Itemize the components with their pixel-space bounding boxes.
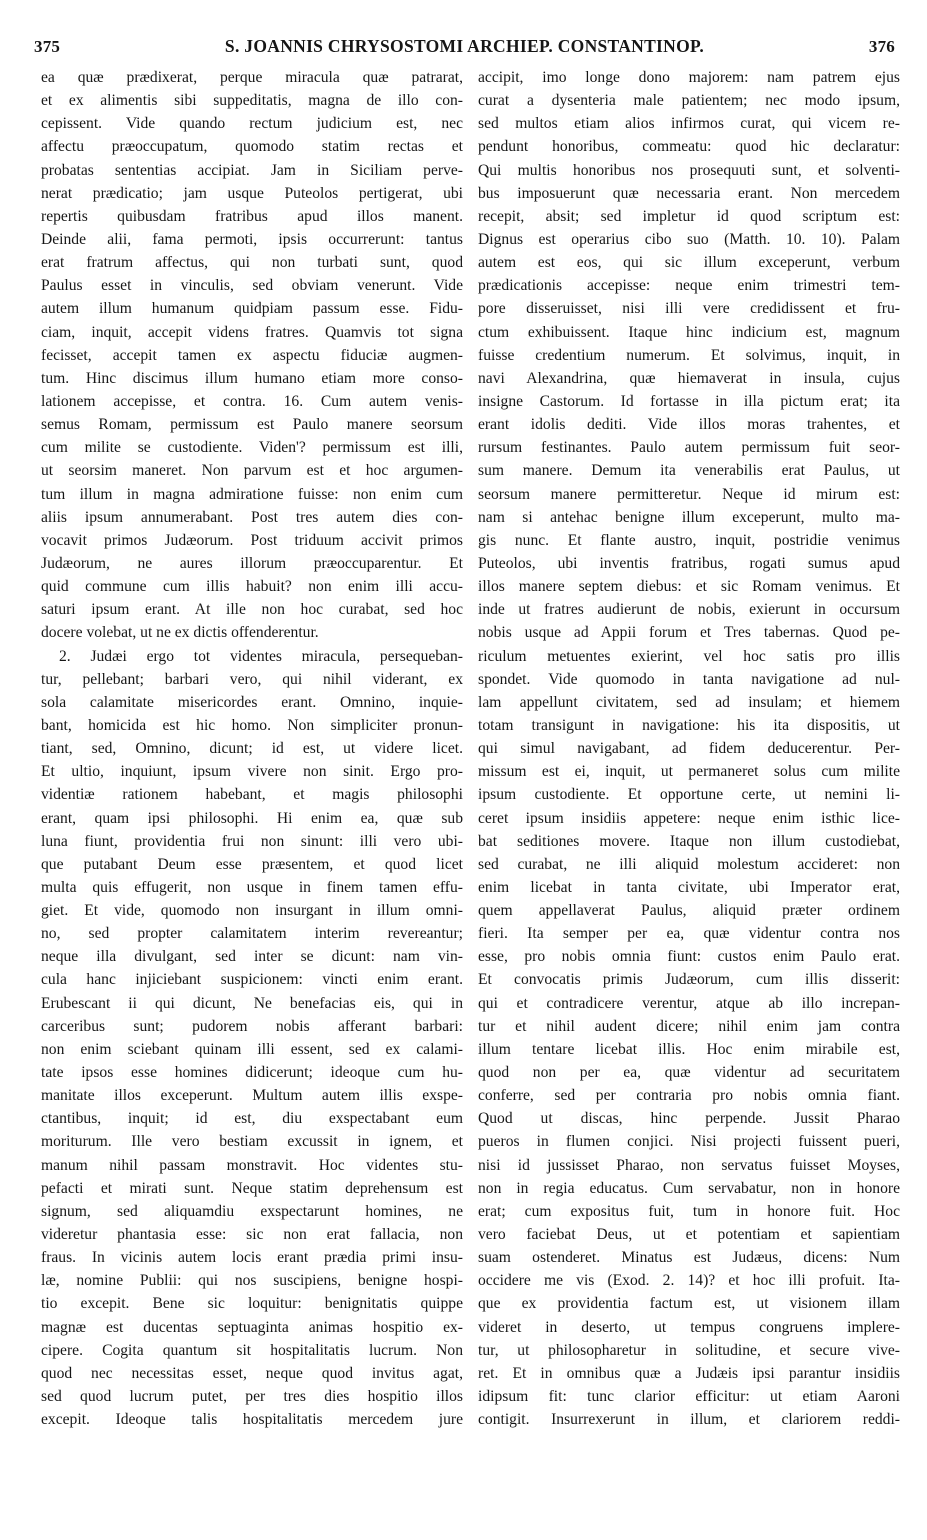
text-line: sum manere. Demum ita venerabilis erat Paulus, ut bbox=[478, 462, 900, 480]
text-line: tiant, sed, Omnino, dicunt; id est, ut videre licet. bbox=[41, 740, 463, 758]
text-line: non enim sciebant quinam illi essent, sed ex calami- bbox=[41, 1040, 463, 1058]
text-line: videretur phantasia esse: sic non erat fallacia, non bbox=[41, 1226, 463, 1244]
text-line: probatas sententias accipiat. Jam in Siciliam perve- bbox=[41, 161, 463, 179]
text-line: navi Alexandrina, quæ hiemaverat in insula, cujus bbox=[478, 369, 900, 387]
text-line: ceret ipsum insidiis appetere: neque enim isthic lice- bbox=[478, 809, 900, 827]
text-line: ctantibus, inquit; id est, diu exspectabant eum bbox=[41, 1110, 463, 1128]
text-line: videret in deserto, ut tempus congruens implere- bbox=[478, 1318, 900, 1336]
text-line: multa quis effugerit, non usque in finem tamen effu- bbox=[41, 878, 463, 896]
text-line: qui simul navigabant, ad fidem deducerentur. Per- bbox=[478, 740, 900, 758]
text-line: nisi id jussisset Pharao, non servatus fuisset Moyses, bbox=[478, 1156, 900, 1174]
right-text-column bbox=[478, 66, 900, 1431]
text-line: seorsum manere permitteretur. Neque id mirum est: bbox=[478, 485, 900, 503]
text-line: enim licebat in tanta civitate, ubi Imperator erat, bbox=[478, 878, 900, 896]
left-text-column bbox=[41, 66, 463, 1431]
text-line: signum, sed aliquamdiu exspectarunt homines, ne bbox=[41, 1202, 463, 1220]
text-line: bant, homicida est hic homo. Non simpliciter pronun- bbox=[41, 716, 463, 734]
text-line: Quod ut discas, hinc perpende. Jussit Pharao bbox=[478, 1110, 900, 1128]
text-line: videntiæ rationem habebant, et magis philosophi bbox=[41, 786, 463, 804]
text-line: riculum metuentes exierint, vel hoc satis pro illis bbox=[478, 647, 900, 665]
text-line: non in regia educatus. Cum servabatur, non in honore bbox=[478, 1179, 900, 1197]
text-line: idipsum fit: tunc clarior efficitur: ut etiam Aaroni bbox=[478, 1388, 900, 1406]
text-line: lam appellunt civitatem, sed ad insulam; et hiemem bbox=[478, 693, 900, 711]
text-line: erant, quam ipsi philosophi. Hi enim ea, quæ sub bbox=[41, 809, 463, 827]
text-line: ipsum custodiente. Et opportune certe, ut nemini li- bbox=[478, 786, 900, 804]
text-line: sed multos etiam alios infirmos curat, qui vicem re- bbox=[478, 115, 900, 133]
text-line: sed quod lucrum putet, per tres dies hospitio illos bbox=[41, 1388, 463, 1406]
text-line: neque illa divulgant, sed inter se dicunt: nam vin- bbox=[41, 948, 463, 966]
text-line: lationem accepisse, et contra. 16. Cum autem venis- bbox=[41, 392, 463, 410]
running-header bbox=[34, 36, 895, 64]
text-line: spondet. Vide quomodo in tanta navigatione ad nul- bbox=[478, 670, 900, 688]
text-line: que ex providentia factum est, ut visionem illam bbox=[478, 1295, 900, 1313]
text-line: fuisse credentium numerum. Et solvimus, inquit, in bbox=[478, 346, 900, 364]
text-line: contigit. Insurrexerunt in illum, et clariorem reddi- bbox=[478, 1411, 900, 1429]
text-line: inde ut fratres audierunt de nobis, exierunt in occursum bbox=[478, 601, 900, 619]
text-line: bat seditiones movere. Itaque non illum custodiebat, bbox=[478, 832, 900, 850]
text-line: tum illum in magna admiratione fuisse: non enim cum bbox=[41, 485, 463, 503]
text-line: accipit, imo longe dono majorem: nam patrem ejus bbox=[478, 69, 900, 86]
text-line: et ex alimentis sibi suppeditatis, magna de illo con- bbox=[41, 92, 463, 110]
text-line: fieri. Ita semper per ea, quæ videntur contra nos bbox=[478, 925, 900, 943]
text-line: vero faciebat Deus, ut et potentiam et sapientiam bbox=[478, 1226, 900, 1244]
text-line: aliis ipsum annumerabant. Post tres autem dies con- bbox=[41, 508, 463, 526]
text-line: Et convocatis primis Judæorum, cum illis disserit: bbox=[478, 971, 900, 989]
text-line: nerat prædicatio; jam usque Puteolos pertigerat, ubi bbox=[41, 184, 463, 202]
text-line: manitate illos exceperunt. Multum autem illis exspe- bbox=[41, 1087, 463, 1105]
text-line: tur, pellebant; barbari vero, qui nihil viderant, ex bbox=[41, 670, 463, 688]
text-line: gis nunc. Et flante austro, inquit, postridie venimus bbox=[478, 531, 900, 549]
running-title: S. JOANNIS CHRYSOSTOMI ARCHIEP. CONSTANTINOP. bbox=[224, 36, 705, 56]
text-line: rursum festinantes. Paulo autem permissum fuit seor- bbox=[478, 439, 900, 457]
text-line: pefacti et mirati sunt. Neque statim deprehensum est bbox=[41, 1179, 463, 1197]
text-line: Et ultio, inquiunt, ipsum vivere non sinit. Ergo pro- bbox=[41, 763, 463, 781]
text-line: luna fiunt, providentia frui non sinunt: illi vero ubi- bbox=[41, 832, 463, 850]
text-line: pueros in flumen conjici. Nisi projecti fuissent pueri, bbox=[478, 1133, 900, 1151]
text-line: ret. Et in omnibus quæ a Judæis ipsi parantur insidiis bbox=[478, 1364, 900, 1382]
text-line: ut seorsim maneret. Non parvum est et hoc argumen- bbox=[41, 462, 463, 480]
text-line: bus imposuerunt quæ necessaria erant. Non mercedem bbox=[478, 184, 900, 202]
text-line: recepit, absit; sed impletur id quod scriptum est: bbox=[478, 207, 900, 225]
text-line: affectu præoccupatum, quomodo statim rectas et bbox=[41, 138, 463, 156]
text-line: quid commune cum illis habuit? non enim illi accu- bbox=[41, 578, 463, 596]
text-line: fraus. In vicinis autem locis erant prædia primi insu- bbox=[41, 1249, 463, 1267]
text-line: erat fratrum affectus, qui non turbati sunt, quod bbox=[41, 254, 463, 272]
text-line: pore disseruisset, nisi illi vere credidissent et fru- bbox=[478, 300, 900, 318]
text-line: insigne Castorum. Id fortasse in illa pictum erat; ita bbox=[478, 392, 900, 410]
text-line: quem appellaverat Paulus, aliquid præter ordinem bbox=[478, 902, 900, 920]
text-line: cepissent. Vide quando rectum judicium est, nec bbox=[41, 115, 463, 133]
text-line: autem illum humanum quidpiam passum esse. Fidu- bbox=[41, 300, 463, 318]
text-line: tum. Hinc discimus illum humano etiam more conso- bbox=[41, 369, 463, 387]
text-line: 2. Judæi ergo tot videntes miracula, persequeban- bbox=[59, 647, 463, 665]
text-line: Erubescant ii qui dicunt, Ne benefacias eis, qui in bbox=[41, 994, 463, 1012]
text-line: semus Romam, permissum est Paulo manere seorsum bbox=[41, 416, 463, 434]
left-page-number: 375 bbox=[34, 37, 61, 56]
text-line: que putabant Deum esse præsentem, et quod licet bbox=[41, 855, 463, 873]
right-page-number: 376 bbox=[868, 37, 895, 56]
text-line: missum est ei, inquit, ut permaneret solus cum milite bbox=[478, 763, 900, 781]
text-line: Puteolos, ubi inventis fratribus, rogati sumus apud bbox=[478, 554, 900, 572]
text-line: Deinde alii, fama permoti, ipsis occurrerunt: tantus bbox=[41, 230, 463, 248]
text-line: tur et nihil audent dicere; nihil enim jam contra bbox=[478, 1017, 900, 1035]
text-line: giet. Et vide, quomodo non insurgant in illum omni- bbox=[41, 902, 463, 920]
text-line: tio excepit. Bene sic loquitur: benignitatis quippe bbox=[41, 1295, 463, 1313]
text-line: erat; cum expositus fuit, tum in honore fuit. Hoc bbox=[478, 1202, 900, 1220]
text-line: tate ipsos esse homines didicerunt; ideoque cum hu- bbox=[41, 1064, 463, 1082]
text-line: quod nec necessitas esset, neque quod invitus agat, bbox=[41, 1364, 463, 1382]
text-line: illum tentare licebat illis. Hoc enim mirabile est, bbox=[478, 1040, 900, 1058]
text-line: ea quæ prædixerat, perque miracula quæ patrarat, bbox=[41, 69, 463, 86]
text-line: illos manere septem diebus: et sic Romam venimus. Et bbox=[478, 578, 900, 596]
text-line: conferre, sed per contraria pro nobis omnia fiant. bbox=[478, 1087, 900, 1105]
text-line: moriturum. Ille vero bestiam excussit in ignem, et bbox=[41, 1133, 463, 1151]
text-line: no, sed propter calamitatem interim revereantur; bbox=[41, 925, 463, 943]
text-line: sola calamitate misericordes erant. Omnino, inquie- bbox=[41, 693, 463, 711]
text-line: magnæ est ducentas septuaginta animas hospitio ex- bbox=[41, 1318, 463, 1336]
text-line: cula hanc injiciebant suspicionem: vincti enim erant. bbox=[41, 971, 463, 989]
text-line: ctum exhibuissent. Itaque hinc indicium est, magnum bbox=[478, 323, 900, 341]
text-line: saturi ipsum erant. At ille non hoc curabat, sed hoc bbox=[41, 601, 463, 619]
text-line: prædicationis accepisse: neque enim trimestri tem- bbox=[478, 277, 900, 295]
text-line: Judæorum, ne aures illorum præoccuparentur. Et bbox=[41, 554, 463, 572]
text-line: curat a dysenteria male patientem; nec modo ipsum, bbox=[478, 92, 900, 110]
text-line: pendunt honoribus, commeatu: quod hic declaratur: bbox=[478, 138, 900, 156]
text-line: sed curabat, ne illi aliquid molestum accideret: non bbox=[478, 855, 900, 873]
text-line: excepit. Ideoque talis hospitalitatis mercedem jure bbox=[41, 1411, 463, 1429]
text-line: vocavit primos Judæorum. Post triduum accivit primos bbox=[41, 531, 463, 549]
text-line: nobis usque ad Appii forum et Tres tabernas. Quod pe- bbox=[478, 624, 900, 642]
text-line: carceribus sunt; pudorem nobis afferant barbari: bbox=[41, 1017, 463, 1035]
text-line: suam ostenderet. Minatus est Judæus, dicens: Num bbox=[478, 1249, 900, 1267]
text-line: tur, ut philosopharetur in solitudine, et secure vive- bbox=[478, 1341, 900, 1359]
text-line: ciam, inquit, accepit videns fratres. Quamvis tot signa bbox=[41, 323, 463, 341]
text-line: cipere. Cogita quantum sit hospitalitatis lucrum. Non bbox=[41, 1341, 463, 1359]
text-line: esse, pro nobis omnia fiunt: custos enim Paulo erat. bbox=[478, 948, 900, 966]
text-line: læ, nomine Publii: qui nos suscipiens, benigne hospi- bbox=[41, 1272, 463, 1290]
text-line: Qui multis honoribus nos prosequuti sunt, et solventi- bbox=[478, 161, 900, 179]
text-line: cum milite se custodiente. Viden'? permissum est illi, bbox=[41, 439, 463, 457]
text-line: manum nihil passam monstravit. Hoc videntes stu- bbox=[41, 1156, 463, 1174]
text-line: totam transigunt in navigatione: his ita dispositis, ut bbox=[478, 716, 900, 734]
text-line: autem est eos, qui sic illum exceperunt, verbum bbox=[478, 254, 900, 272]
text-line: docere volebat, ut ne ex dictis offenderentur. bbox=[41, 624, 319, 642]
text-line: nam si antehac benigne illum exceperunt, multo ma- bbox=[478, 508, 900, 526]
text-line: fecisset, accepit tamen ex aspectu fiduciæ augmen- bbox=[41, 346, 463, 364]
text-line: Paulus esset in vinculis, sed obviam venerunt. Vide bbox=[41, 277, 463, 295]
text-line: erant idolis dediti. Vide illos moras trahentes, et bbox=[478, 416, 900, 434]
text-line: occidere me vis (Exod. 2. 14)? et hoc illi profuit. Ita- bbox=[478, 1272, 900, 1290]
text-line: quod non per ea, quæ videntur ad securitatem bbox=[478, 1064, 900, 1082]
text-line: Dignus est operarius cibo suo (Matth. 10. 10). Palam bbox=[478, 230, 900, 248]
text-line: repertis quibusdam fratribus apud illos manent. bbox=[41, 207, 463, 225]
text-line: qui et contradicere verentur, atque ab illo increpan- bbox=[478, 994, 900, 1012]
